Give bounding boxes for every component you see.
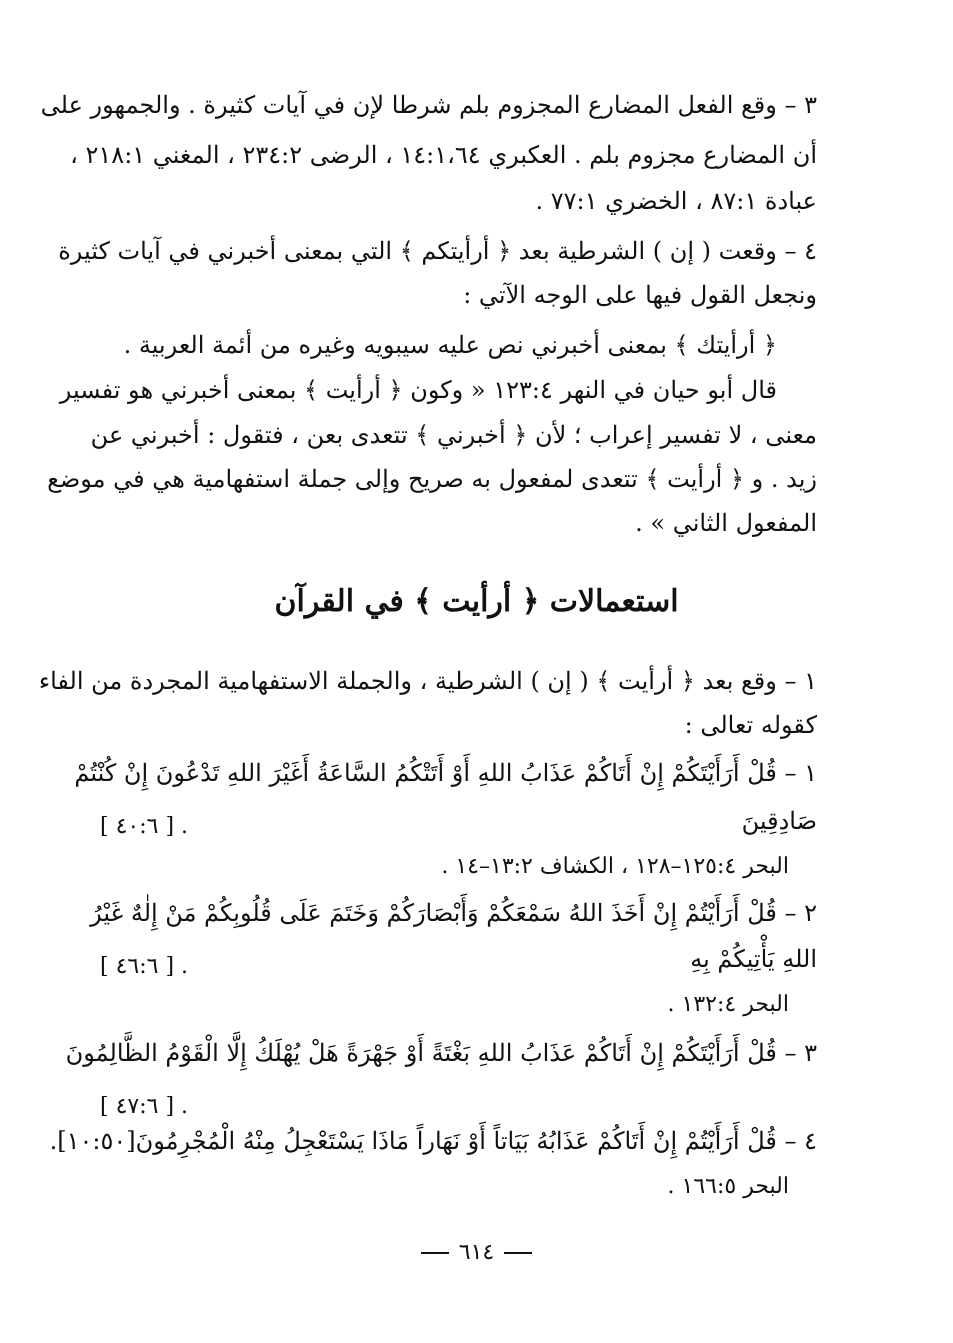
verse-3-reference: [ ٤٧:٦ ] . bbox=[100, 1094, 189, 1119]
verse-2-line-2: اللهِ يَأْتِيكُمْ بِهِ bbox=[690, 945, 817, 973]
verse-2-reference: [ ٤٦:٦ ] . bbox=[100, 954, 189, 979]
quote-line-4: زيد . و ﴿ أرأيت ﴾ تتعدى لمفعول به صريح وإلى جملة استفهامية هي في موضع bbox=[47, 465, 817, 493]
paragraph-3-line-3: عبادة ٨٧:١ ، الخضري ٧٧:١ . bbox=[535, 187, 817, 215]
paragraph-3-line-2: أن المضارع مجزوم بلم . العكبري ١٤:١،٦٤ ، الرضى ٢٣٤:٢ ، المغني ٢١٨:١ ، bbox=[70, 141, 817, 169]
verse-4-line-1: ٤ – قُلْ أَرَأَيْتُمْ إِنْ أَتَاكُمْ عَذَابُهُ بَيَاتاً أَوْ نَهَاراً مَاذَا يَسْتَعْجِلُ مِنْهُ الْمُجْرِمُونَ[١٠:٥٠]. bbox=[49, 1127, 817, 1155]
page-number: ٦١٤ bbox=[458, 1240, 495, 1265]
paragraph-3-line-1: ٣ – وقع الفعل المضارع المجزوم بلم شرطا لإن في آيات كثيرة . والجمهور على bbox=[40, 91, 817, 119]
verse-2-line-1: ٢ – قُلْ أَرَأَيْتُمْ إِنْ أَخَذَ اللهُ سَمْعَكُمْ وَأَبْصَارَكُمْ وَخَتَمَ عَلَى قُلُوبِكُمْ مَنْ إِلٰهٌ غَيْرُ bbox=[90, 899, 817, 927]
section-heading: استعمالات ﴿ أرأيت ﴾ في القرآن bbox=[274, 584, 679, 619]
section-1-line-1: ١ – وقع بعد ﴿ أرأيت ﴾ ( إن ) الشرطية ، والجملة الاستفهامية المجردة من الفاء bbox=[38, 667, 817, 695]
section-1-line-2: كقوله تعالى : bbox=[684, 711, 817, 739]
footer-dash-left bbox=[421, 1252, 449, 1254]
verse-3-line-1: ٣ – قُلْ أَرَأَيْتَكُمْ إِنْ أَتَاكُمْ عَذَابُ اللهِ بَغْتَةً أَوْ جَهْرَةً هَلْ يُهْلَكُ إِلَّا الْقَوْمُ الظَّالِمُونَ bbox=[65, 1039, 817, 1067]
verse-4-source: البحر ١٦٦:٥ . bbox=[667, 1174, 789, 1199]
quote-line-1: ﴿ أرأيتك ﴾ بمعنى أخبرني نص عليه سيبويه وغيره من أئمة العربية . bbox=[123, 331, 777, 359]
verse-1-line-2: صَادِقِينَ bbox=[741, 807, 817, 835]
paragraph-4-line-2: ونجعل القول فيها على الوجه الآتي : bbox=[463, 281, 817, 309]
verse-1-reference: [ ٤٠:٦ ] . bbox=[100, 814, 189, 839]
verse-1-line-1: ١ – قُلْ أَرَأَيْتَكُمْ إِنْ أَتَاكُمْ عَذَابُ اللهِ أَوْ أَتَتْكُمُ السَّاعَةُ أَغَيْرَ اللهِ تَدْعُونَ إِنْ كُنْتُمْ bbox=[74, 759, 817, 787]
quote-line-5: المفعول الثاني » . bbox=[635, 509, 817, 537]
footer-dash-right bbox=[504, 1252, 532, 1254]
paragraph-4-line-1: ٤ – وقعت ( إن ) الشرطية بعد ﴿ أرأيتكم ﴾ التي بمعنى أخبرني في آيات كثيرة bbox=[58, 237, 817, 265]
page-footer bbox=[0, 1238, 953, 1268]
quote-line-3: معنى ، لا تفسير إعراب ؛ لأن ﴿ أخبرني ﴾ تتعدى بعن ، فتقول : أخبرني عن bbox=[90, 421, 817, 449]
verse-2-source: البحر ١٣٢:٤ . bbox=[667, 992, 789, 1017]
quote-line-2: قال أبو حيان في النهر ١٢٣:٤ « وكون ﴿ أرأيت ﴾ بمعنى أخبرني هو تفسير bbox=[59, 376, 777, 404]
verse-1-source: البحر ١٢٥:٤–١٢٨ ، الكشاف ١٣:٢–١٤ . bbox=[441, 854, 789, 879]
